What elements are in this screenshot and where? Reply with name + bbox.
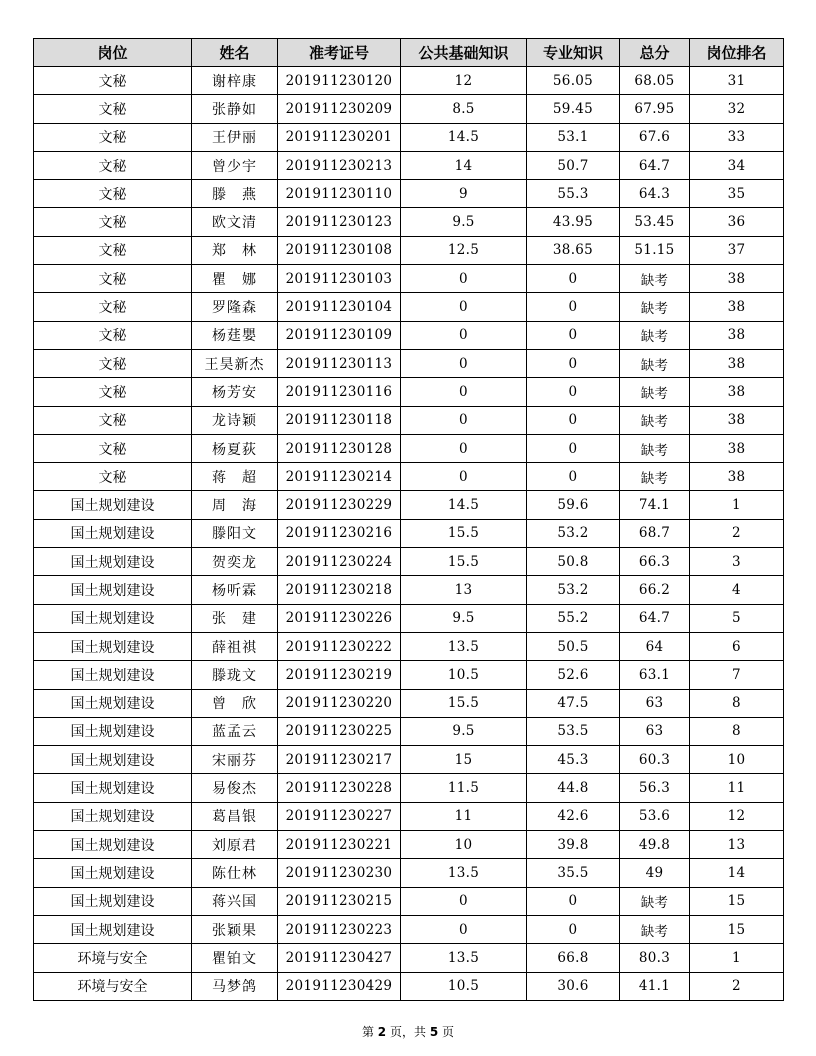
cell-professional-knowledge: 55.3 bbox=[527, 180, 620, 208]
cell-position: 国土规划建设 bbox=[34, 689, 192, 717]
cell-total-score: 缺考 bbox=[620, 321, 690, 349]
cell-professional-knowledge: 50.7 bbox=[527, 151, 620, 179]
cell-public-knowledge: 13.5 bbox=[401, 632, 527, 660]
cell-position-rank: 37 bbox=[690, 236, 784, 264]
cell-total-score: 68.05 bbox=[620, 67, 690, 95]
cell-total-score: 66.2 bbox=[620, 576, 690, 604]
cell-position-rank: 14 bbox=[690, 859, 784, 887]
cell-professional-knowledge: 43.95 bbox=[527, 208, 620, 236]
table-row bbox=[34, 746, 784, 774]
cell-name: 周 海 bbox=[192, 491, 278, 519]
cell-total-score: 缺考 bbox=[620, 463, 690, 491]
cell-public-knowledge: 13.5 bbox=[401, 859, 527, 887]
cell-public-knowledge: 13.5 bbox=[401, 944, 527, 972]
cell-public-knowledge: 15 bbox=[401, 746, 527, 774]
cell-position: 文秘 bbox=[34, 434, 192, 462]
cell-name: 易俊杰 bbox=[192, 774, 278, 802]
cell-professional-knowledge: 0 bbox=[527, 463, 620, 491]
cell-position: 文秘 bbox=[34, 349, 192, 377]
cell-position: 国土规划建设 bbox=[34, 859, 192, 887]
cell-total-score: 56.3 bbox=[620, 774, 690, 802]
cell-position-rank: 38 bbox=[690, 349, 784, 377]
cell-exam-id: 201911230429 bbox=[278, 972, 401, 1000]
cell-public-knowledge: 10.5 bbox=[401, 972, 527, 1000]
cell-position-rank: 15 bbox=[690, 887, 784, 915]
cell-public-knowledge: 0 bbox=[401, 293, 527, 321]
page-footer bbox=[0, 1023, 816, 1040]
cell-exam-id: 201911230218 bbox=[278, 576, 401, 604]
cell-public-knowledge: 14 bbox=[401, 151, 527, 179]
cell-total-score: 缺考 bbox=[620, 406, 690, 434]
cell-position-rank: 13 bbox=[690, 831, 784, 859]
table-row bbox=[34, 434, 784, 462]
cell-name: 张静如 bbox=[192, 95, 278, 123]
table-row bbox=[34, 632, 784, 660]
table-row bbox=[34, 378, 784, 406]
cell-position: 文秘 bbox=[34, 321, 192, 349]
cell-position: 国土规划建设 bbox=[34, 746, 192, 774]
cell-total-score: 64.7 bbox=[620, 151, 690, 179]
cell-name: 欧文清 bbox=[192, 208, 278, 236]
cell-exam-id: 201911230108 bbox=[278, 236, 401, 264]
cell-professional-knowledge: 0 bbox=[527, 321, 620, 349]
table-row bbox=[34, 604, 784, 632]
cell-public-knowledge: 12 bbox=[401, 67, 527, 95]
cell-name: 刘原君 bbox=[192, 831, 278, 859]
table-row bbox=[34, 151, 784, 179]
table-row bbox=[34, 349, 784, 377]
cell-position: 文秘 bbox=[34, 378, 192, 406]
cell-exam-id: 201911230222 bbox=[278, 632, 401, 660]
cell-total-score: 63 bbox=[620, 689, 690, 717]
cell-professional-knowledge: 53.1 bbox=[527, 123, 620, 151]
header-public-knowledge: 公共基础知识 bbox=[401, 39, 527, 67]
cell-position: 文秘 bbox=[34, 208, 192, 236]
cell-total-score: 41.1 bbox=[620, 972, 690, 1000]
cell-professional-knowledge: 0 bbox=[527, 406, 620, 434]
cell-exam-id: 201911230220 bbox=[278, 689, 401, 717]
cell-exam-id: 201911230224 bbox=[278, 548, 401, 576]
table-row bbox=[34, 972, 784, 1000]
cell-public-knowledge: 0 bbox=[401, 406, 527, 434]
cell-public-knowledge: 14.5 bbox=[401, 491, 527, 519]
cell-public-knowledge: 0 bbox=[401, 887, 527, 915]
cell-position: 文秘 bbox=[34, 180, 192, 208]
cell-exam-id: 201911230123 bbox=[278, 208, 401, 236]
cell-position-rank: 2 bbox=[690, 972, 784, 1000]
cell-total-score: 缺考 bbox=[620, 293, 690, 321]
cell-position-rank: 31 bbox=[690, 67, 784, 95]
cell-public-knowledge: 9.5 bbox=[401, 604, 527, 632]
cell-public-knowledge: 10.5 bbox=[401, 661, 527, 689]
cell-position-rank: 38 bbox=[690, 434, 784, 462]
cell-position: 文秘 bbox=[34, 406, 192, 434]
cell-position: 国土规划建设 bbox=[34, 548, 192, 576]
cell-professional-knowledge: 42.6 bbox=[527, 802, 620, 830]
cell-total-score: 缺考 bbox=[620, 434, 690, 462]
header-row bbox=[34, 39, 784, 67]
cell-public-knowledge: 0 bbox=[401, 463, 527, 491]
cell-professional-knowledge: 0 bbox=[527, 378, 620, 406]
cell-exam-id: 201911230215 bbox=[278, 887, 401, 915]
cell-name: 葛昌银 bbox=[192, 802, 278, 830]
cell-position-rank: 36 bbox=[690, 208, 784, 236]
cell-name: 瞿铂文 bbox=[192, 944, 278, 972]
cell-professional-knowledge: 53.2 bbox=[527, 519, 620, 547]
cell-position-rank: 8 bbox=[690, 717, 784, 745]
cell-public-knowledge: 8.5 bbox=[401, 95, 527, 123]
cell-total-score: 缺考 bbox=[620, 378, 690, 406]
table-row bbox=[34, 208, 784, 236]
cell-position: 文秘 bbox=[34, 95, 192, 123]
table-row bbox=[34, 123, 784, 151]
cell-exam-id: 201911230217 bbox=[278, 746, 401, 774]
cell-name: 谢梓康 bbox=[192, 67, 278, 95]
cell-position: 文秘 bbox=[34, 236, 192, 264]
table-body bbox=[34, 67, 784, 1001]
cell-position-rank: 12 bbox=[690, 802, 784, 830]
cell-exam-id: 201911230223 bbox=[278, 915, 401, 943]
cell-name: 杨听霖 bbox=[192, 576, 278, 604]
cell-position: 国土规划建设 bbox=[34, 661, 192, 689]
cell-name: 滕珑文 bbox=[192, 661, 278, 689]
cell-total-score: 64.3 bbox=[620, 180, 690, 208]
cell-name: 王昊新杰 bbox=[192, 349, 278, 377]
cell-public-knowledge: 0 bbox=[401, 349, 527, 377]
cell-name: 蒋 超 bbox=[192, 463, 278, 491]
cell-public-knowledge: 13 bbox=[401, 576, 527, 604]
cell-position-rank: 35 bbox=[690, 180, 784, 208]
cell-exam-id: 201911230216 bbox=[278, 519, 401, 547]
cell-public-knowledge: 15.5 bbox=[401, 689, 527, 717]
table-row bbox=[34, 95, 784, 123]
footer-page-number: 2 bbox=[377, 1025, 387, 1039]
cell-professional-knowledge: 50.5 bbox=[527, 632, 620, 660]
cell-professional-knowledge: 50.8 bbox=[527, 548, 620, 576]
table-row bbox=[34, 519, 784, 547]
table-row bbox=[34, 548, 784, 576]
cell-exam-id: 201911230225 bbox=[278, 717, 401, 745]
cell-name: 龙诗颖 bbox=[192, 406, 278, 434]
cell-professional-knowledge: 0 bbox=[527, 293, 620, 321]
cell-public-knowledge: 11.5 bbox=[401, 774, 527, 802]
table-row bbox=[34, 774, 784, 802]
cell-exam-id: 201911230201 bbox=[278, 123, 401, 151]
table-row bbox=[34, 236, 784, 264]
table-row bbox=[34, 406, 784, 434]
cell-position-rank: 38 bbox=[690, 463, 784, 491]
cell-position: 环境与安全 bbox=[34, 944, 192, 972]
cell-position-rank: 8 bbox=[690, 689, 784, 717]
cell-position: 国土规划建设 bbox=[34, 604, 192, 632]
table-row bbox=[34, 576, 784, 604]
footer-middle: 页，共 bbox=[389, 1025, 426, 1039]
cell-total-score: 67.6 bbox=[620, 123, 690, 151]
cell-professional-knowledge: 47.5 bbox=[527, 689, 620, 717]
table-row bbox=[34, 859, 784, 887]
cell-total-score: 49.8 bbox=[620, 831, 690, 859]
cell-exam-id: 201911230116 bbox=[278, 378, 401, 406]
cell-position-rank: 11 bbox=[690, 774, 784, 802]
cell-total-score: 49 bbox=[620, 859, 690, 887]
cell-position: 国土规划建设 bbox=[34, 774, 192, 802]
cell-position-rank: 5 bbox=[690, 604, 784, 632]
cell-total-score: 60.3 bbox=[620, 746, 690, 774]
cell-exam-id: 201911230118 bbox=[278, 406, 401, 434]
cell-position: 文秘 bbox=[34, 463, 192, 491]
cell-professional-knowledge: 55.2 bbox=[527, 604, 620, 632]
cell-total-score: 53.6 bbox=[620, 802, 690, 830]
cell-exam-id: 201911230209 bbox=[278, 95, 401, 123]
cell-position-rank: 3 bbox=[690, 548, 784, 576]
cell-position-rank: 6 bbox=[690, 632, 784, 660]
cell-position: 国土规划建设 bbox=[34, 915, 192, 943]
header-total-score: 总分 bbox=[620, 39, 690, 67]
cell-total-score: 53.45 bbox=[620, 208, 690, 236]
table-row bbox=[34, 463, 784, 491]
cell-name: 杨夏荻 bbox=[192, 434, 278, 462]
cell-public-knowledge: 11 bbox=[401, 802, 527, 830]
cell-position: 国土规划建设 bbox=[34, 632, 192, 660]
cell-name: 郑 林 bbox=[192, 236, 278, 264]
cell-professional-knowledge: 0 bbox=[527, 349, 620, 377]
cell-position-rank: 2 bbox=[690, 519, 784, 547]
cell-position-rank: 7 bbox=[690, 661, 784, 689]
cell-exam-id: 201911230226 bbox=[278, 604, 401, 632]
cell-position: 文秘 bbox=[34, 67, 192, 95]
cell-total-score: 缺考 bbox=[620, 887, 690, 915]
cell-name: 薛祖祺 bbox=[192, 632, 278, 660]
table-row bbox=[34, 802, 784, 830]
cell-total-score: 63 bbox=[620, 717, 690, 745]
table-row bbox=[34, 831, 784, 859]
cell-professional-knowledge: 52.6 bbox=[527, 661, 620, 689]
table-row bbox=[34, 265, 784, 293]
header-name: 姓名 bbox=[192, 39, 278, 67]
cell-total-score: 67.95 bbox=[620, 95, 690, 123]
cell-exam-id: 201911230113 bbox=[278, 349, 401, 377]
cell-public-knowledge: 9.5 bbox=[401, 717, 527, 745]
cell-public-knowledge: 14.5 bbox=[401, 123, 527, 151]
cell-position-rank: 38 bbox=[690, 406, 784, 434]
cell-exam-id: 201911230110 bbox=[278, 180, 401, 208]
cell-position-rank: 38 bbox=[690, 321, 784, 349]
cell-position-rank: 38 bbox=[690, 293, 784, 321]
cell-name: 杨莛嬰 bbox=[192, 321, 278, 349]
cell-name: 滕阳文 bbox=[192, 519, 278, 547]
cell-exam-id: 201911230227 bbox=[278, 802, 401, 830]
cell-exam-id: 201911230128 bbox=[278, 434, 401, 462]
cell-position: 国土规划建设 bbox=[34, 831, 192, 859]
cell-professional-knowledge: 66.8 bbox=[527, 944, 620, 972]
cell-professional-knowledge: 53.5 bbox=[527, 717, 620, 745]
cell-exam-id: 201911230120 bbox=[278, 67, 401, 95]
cell-professional-knowledge: 38.65 bbox=[527, 236, 620, 264]
table-row bbox=[34, 717, 784, 745]
cell-position-rank: 10 bbox=[690, 746, 784, 774]
cell-position: 国土规划建设 bbox=[34, 717, 192, 745]
cell-position-rank: 15 bbox=[690, 915, 784, 943]
cell-public-knowledge: 9 bbox=[401, 180, 527, 208]
cell-total-score: 缺考 bbox=[620, 349, 690, 377]
header-professional-knowledge: 专业知识 bbox=[527, 39, 620, 67]
cell-position-rank: 33 bbox=[690, 123, 784, 151]
cell-professional-knowledge: 56.05 bbox=[527, 67, 620, 95]
cell-public-knowledge: 15.5 bbox=[401, 548, 527, 576]
cell-professional-knowledge: 45.3 bbox=[527, 746, 620, 774]
cell-name: 曾 欣 bbox=[192, 689, 278, 717]
cell-exam-id: 201911230230 bbox=[278, 859, 401, 887]
cell-position: 国土规划建设 bbox=[34, 576, 192, 604]
cell-public-knowledge: 9.5 bbox=[401, 208, 527, 236]
table-row bbox=[34, 944, 784, 972]
cell-position: 国土规划建设 bbox=[34, 887, 192, 915]
score-table bbox=[33, 38, 784, 1001]
cell-name: 王伊丽 bbox=[192, 123, 278, 151]
cell-professional-knowledge: 59.45 bbox=[527, 95, 620, 123]
table-row bbox=[34, 887, 784, 915]
cell-public-knowledge: 0 bbox=[401, 265, 527, 293]
cell-total-score: 74.1 bbox=[620, 491, 690, 519]
table-row bbox=[34, 491, 784, 519]
cell-total-score: 68.7 bbox=[620, 519, 690, 547]
cell-exam-id: 201911230219 bbox=[278, 661, 401, 689]
cell-position-rank: 38 bbox=[690, 378, 784, 406]
cell-exam-id: 201911230229 bbox=[278, 491, 401, 519]
cell-professional-knowledge: 39.8 bbox=[527, 831, 620, 859]
cell-name: 滕 燕 bbox=[192, 180, 278, 208]
cell-position-rank: 34 bbox=[690, 151, 784, 179]
table-row bbox=[34, 661, 784, 689]
cell-exam-id: 201911230213 bbox=[278, 151, 401, 179]
table-row bbox=[34, 67, 784, 95]
cell-name: 曾少宇 bbox=[192, 151, 278, 179]
cell-total-score: 64 bbox=[620, 632, 690, 660]
cell-exam-id: 201911230103 bbox=[278, 265, 401, 293]
table-row bbox=[34, 180, 784, 208]
header-exam-id: 准考证号 bbox=[278, 39, 401, 67]
cell-professional-knowledge: 0 bbox=[527, 265, 620, 293]
cell-position: 文秘 bbox=[34, 265, 192, 293]
table-row bbox=[34, 915, 784, 943]
cell-exam-id: 201911230221 bbox=[278, 831, 401, 859]
cell-exam-id: 201911230228 bbox=[278, 774, 401, 802]
table-row bbox=[34, 689, 784, 717]
cell-exam-id: 201911230427 bbox=[278, 944, 401, 972]
cell-position: 国土规划建设 bbox=[34, 519, 192, 547]
footer-prefix: 第 bbox=[361, 1025, 374, 1039]
cell-public-knowledge: 12.5 bbox=[401, 236, 527, 264]
cell-professional-knowledge: 35.5 bbox=[527, 859, 620, 887]
cell-name: 张颖果 bbox=[192, 915, 278, 943]
cell-position-rank: 4 bbox=[690, 576, 784, 604]
cell-professional-knowledge: 0 bbox=[527, 887, 620, 915]
cell-name: 罗隆森 bbox=[192, 293, 278, 321]
footer-page-total: 5 bbox=[429, 1025, 439, 1039]
cell-position: 文秘 bbox=[34, 151, 192, 179]
footer-suffix: 页 bbox=[442, 1025, 455, 1039]
cell-professional-knowledge: 0 bbox=[527, 434, 620, 462]
cell-exam-id: 201911230109 bbox=[278, 321, 401, 349]
cell-position: 文秘 bbox=[34, 293, 192, 321]
cell-position: 国土规划建设 bbox=[34, 491, 192, 519]
cell-public-knowledge: 0 bbox=[401, 915, 527, 943]
cell-name: 宋丽芬 bbox=[192, 746, 278, 774]
cell-professional-knowledge: 53.2 bbox=[527, 576, 620, 604]
cell-name: 蒋兴国 bbox=[192, 887, 278, 915]
cell-total-score: 80.3 bbox=[620, 944, 690, 972]
cell-name: 瞿 娜 bbox=[192, 265, 278, 293]
cell-public-knowledge: 0 bbox=[401, 321, 527, 349]
cell-position-rank: 1 bbox=[690, 491, 784, 519]
cell-name: 马梦鸽 bbox=[192, 972, 278, 1000]
header-position: 岗位 bbox=[34, 39, 192, 67]
cell-position: 环境与安全 bbox=[34, 972, 192, 1000]
cell-position-rank: 38 bbox=[690, 265, 784, 293]
cell-name: 张 建 bbox=[192, 604, 278, 632]
cell-position: 国土规划建设 bbox=[34, 802, 192, 830]
cell-name: 陈仕林 bbox=[192, 859, 278, 887]
table-row bbox=[34, 293, 784, 321]
cell-total-score: 63.1 bbox=[620, 661, 690, 689]
cell-position: 文秘 bbox=[34, 123, 192, 151]
table-row bbox=[34, 321, 784, 349]
cell-professional-knowledge: 59.6 bbox=[527, 491, 620, 519]
cell-name: 杨芳安 bbox=[192, 378, 278, 406]
cell-exam-id: 201911230104 bbox=[278, 293, 401, 321]
cell-total-score: 64.7 bbox=[620, 604, 690, 632]
cell-total-score: 51.15 bbox=[620, 236, 690, 264]
cell-professional-knowledge: 44.8 bbox=[527, 774, 620, 802]
cell-exam-id: 201911230214 bbox=[278, 463, 401, 491]
cell-total-score: 缺考 bbox=[620, 915, 690, 943]
cell-public-knowledge: 0 bbox=[401, 434, 527, 462]
cell-public-knowledge: 10 bbox=[401, 831, 527, 859]
cell-professional-knowledge: 0 bbox=[527, 915, 620, 943]
table-header bbox=[34, 39, 784, 67]
cell-name: 蓝孟云 bbox=[192, 717, 278, 745]
header-position-rank: 岗位排名 bbox=[690, 39, 784, 67]
cell-position-rank: 32 bbox=[690, 95, 784, 123]
cell-total-score: 缺考 bbox=[620, 265, 690, 293]
cell-total-score: 66.3 bbox=[620, 548, 690, 576]
cell-position-rank: 1 bbox=[690, 944, 784, 972]
cell-public-knowledge: 0 bbox=[401, 378, 527, 406]
cell-name: 贺奕龙 bbox=[192, 548, 278, 576]
cell-public-knowledge: 15.5 bbox=[401, 519, 527, 547]
cell-professional-knowledge: 30.6 bbox=[527, 972, 620, 1000]
